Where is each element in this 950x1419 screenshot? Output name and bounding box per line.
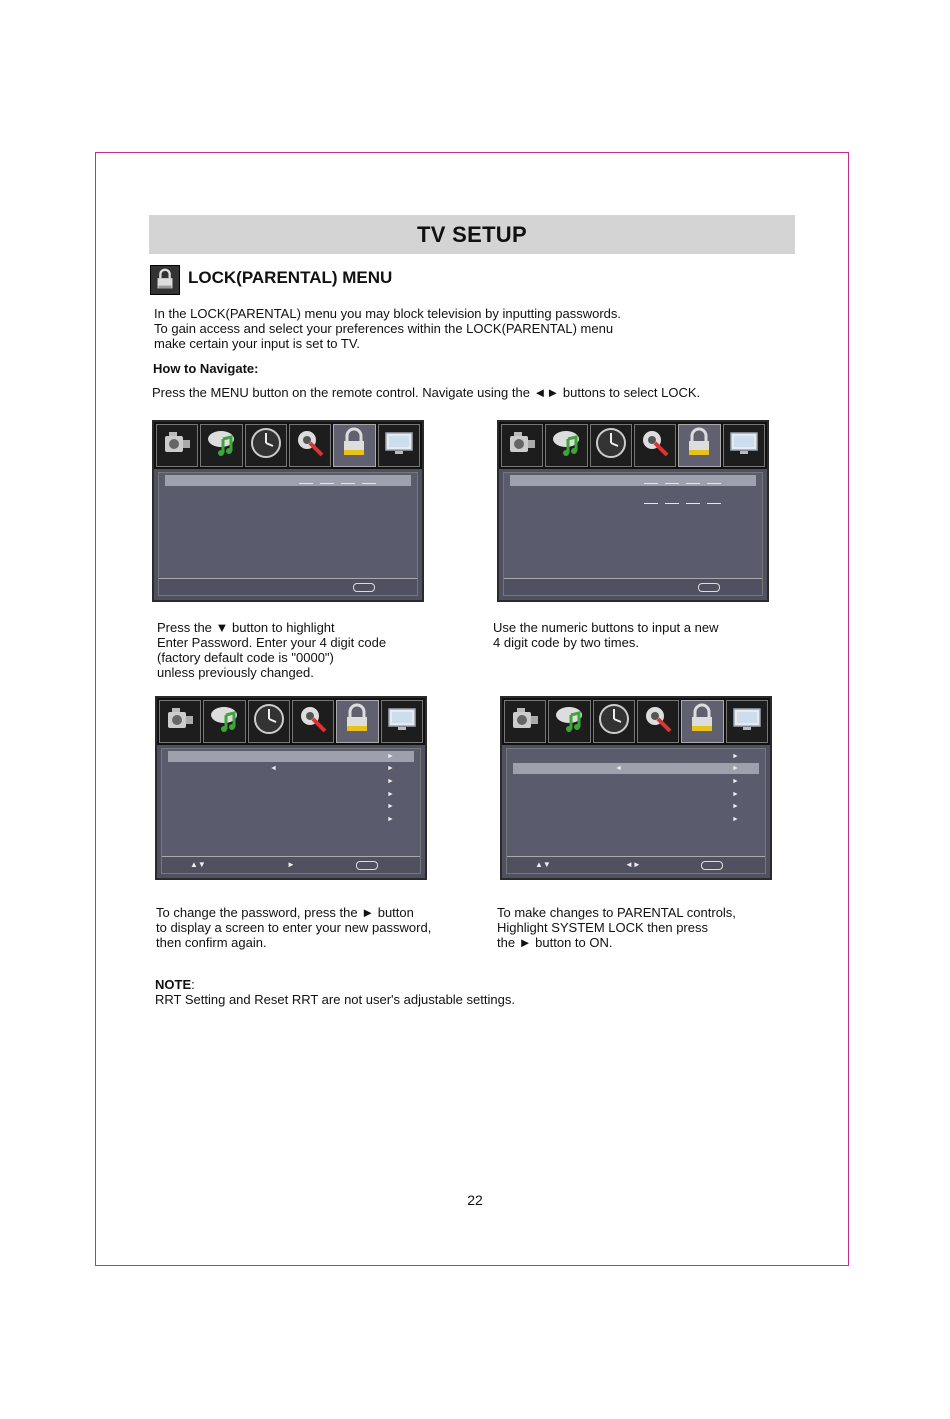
picture-camera-icon — [162, 701, 198, 742]
exit-key-icon — [356, 861, 378, 870]
menu-footer — [162, 856, 420, 873]
row-arrow-right: ► — [732, 753, 739, 760]
menu-tab-channel-monitor — [381, 700, 423, 743]
menu-tab-sound-music — [203, 700, 245, 743]
highlight-row — [168, 751, 414, 762]
sound-music-icon — [551, 701, 587, 742]
caption-1-line-3: (factory default code is "0000") — [157, 650, 334, 665]
caption-3-line-3: then confirm again. — [156, 935, 267, 950]
lock-icon — [336, 425, 372, 466]
tv-menu-screen-3 — [155, 696, 427, 880]
intro-line-2: To gain access and select your preferences within the LOCK(PARENTAL) menu — [154, 321, 614, 336]
time-clock-icon — [251, 701, 287, 742]
setup-tools-icon — [292, 425, 328, 466]
channel-monitor-icon — [729, 701, 765, 742]
menu-tab-channel-monitor — [726, 700, 768, 743]
menu-body — [506, 748, 766, 874]
password-digit — [644, 483, 658, 484]
row-arrow-right: ► — [387, 765, 394, 772]
menu-tab-sound-music — [200, 424, 242, 467]
lock-icon — [681, 425, 717, 466]
setup-tools-icon — [637, 425, 673, 466]
password-digit — [707, 503, 721, 504]
password-digit — [341, 483, 355, 484]
menu-tab-setup-tools — [292, 700, 334, 743]
section-heading: LOCK(PARENTAL) MENU — [188, 268, 393, 287]
menu-tab-time-clock — [248, 700, 290, 743]
menu-tab-picture-camera — [159, 700, 201, 743]
caption-4-line-2: Highlight SYSTEM LOCK then press — [497, 920, 708, 935]
caption-1-line-4: unless previously changed. — [157, 665, 314, 680]
menu-tab-time-clock — [245, 424, 287, 467]
row-arrow-right: ► — [387, 791, 394, 798]
sound-music-icon — [206, 701, 242, 742]
channel-monitor-icon — [384, 701, 420, 742]
intro-line-3: make certain your input is set to TV. — [154, 336, 360, 351]
caption-2-line-2: 4 digit code by two times. — [493, 635, 639, 650]
navigate-text: Press the MENU button on the remote control. Navigate using the ◄► buttons to select LOCK. — [152, 385, 701, 400]
caption-3-line-2: to display a screen to enter your new password, — [156, 920, 432, 935]
lock-icon — [339, 701, 375, 742]
menu-tab-sound-music — [545, 424, 587, 467]
menu-tab-picture-camera — [156, 424, 198, 467]
exit-key-icon — [698, 583, 720, 592]
sound-music-icon — [548, 425, 584, 466]
time-clock-icon — [596, 701, 632, 742]
row-arrow-right: ► — [387, 753, 394, 760]
row-arrow-right: ► — [732, 778, 739, 785]
tv-menu-screen-1 — [152, 420, 424, 602]
setup-tools-icon — [640, 701, 676, 742]
lock-icon — [684, 701, 720, 742]
tv-menu-screen-4 — [500, 696, 772, 880]
tv-menu-screen-2 — [497, 420, 769, 602]
menu-body — [503, 472, 763, 596]
menu-tab-setup-tools — [634, 424, 676, 467]
row-arrow-right: ► — [387, 778, 394, 785]
menu-tab-lock — [333, 424, 375, 467]
menu-tab-sound-music — [548, 700, 590, 743]
password-digit — [299, 483, 313, 484]
left-right-key-icon: ◄► — [625, 860, 641, 869]
menu-icon-bar — [157, 698, 425, 745]
highlight-row — [513, 763, 759, 774]
menu-footer — [507, 856, 765, 873]
menu-body — [161, 748, 421, 874]
row-arrow-left: ◄ — [270, 765, 277, 772]
menu-tab-time-clock — [593, 700, 635, 743]
time-clock-icon — [593, 425, 629, 466]
lock-icon — [150, 265, 180, 295]
exit-key-icon — [701, 861, 723, 870]
menu-tab-lock — [681, 700, 723, 743]
caption-2-line-1: Use the numeric buttons to input a new — [493, 620, 719, 635]
password-digit — [707, 483, 721, 484]
row-arrow-right: ► — [387, 803, 394, 810]
menu-icon-bar — [154, 422, 422, 469]
channel-monitor-icon — [726, 425, 762, 466]
caption-4-line-1: To make changes to PARENTAL controls, — [497, 905, 736, 920]
caption-1-line-1: Press the ▼ button to highlight — [157, 620, 335, 635]
title-bar — [149, 215, 795, 254]
note-heading: NOTE: — [155, 977, 195, 992]
caption-3-line-1: To change the password, press the ► button — [156, 905, 414, 920]
menu-tab-lock — [678, 424, 720, 467]
menu-icon-bar — [502, 698, 770, 745]
page-number: 22 — [467, 1192, 483, 1208]
picture-camera-icon — [159, 425, 195, 466]
menu-tab-picture-camera — [501, 424, 543, 467]
menu-tab-channel-monitor — [723, 424, 765, 467]
row-arrow-right: ► — [732, 791, 739, 798]
highlight-row — [510, 475, 756, 486]
exit-key-icon — [353, 583, 375, 592]
page-title: TV SETUP — [417, 221, 527, 247]
caption-1-line-2: Enter Password. Enter your 4 digit code — [157, 635, 387, 650]
password-digit — [644, 503, 658, 504]
password-digit — [686, 483, 700, 484]
up-down-key-icon: ▲▼ — [535, 860, 551, 869]
menu-tab-setup-tools — [637, 700, 679, 743]
sound-music-icon — [203, 425, 239, 466]
menu-tab-lock — [336, 700, 378, 743]
menu-icon-bar — [499, 422, 767, 469]
menu-tab-time-clock — [590, 424, 632, 467]
menu-tab-picture-camera — [504, 700, 546, 743]
navigate-heading: How to Navigate: — [153, 361, 259, 376]
setup-tools-icon — [295, 701, 331, 742]
password-digit — [665, 503, 679, 504]
intro-line-1: In the LOCK(PARENTAL) menu you may block television by inputting passwords. — [154, 306, 622, 321]
password-digit — [686, 503, 700, 504]
password-digit — [362, 483, 376, 484]
caption-4-line-3: the ► button to ON. — [497, 935, 613, 950]
picture-camera-icon — [504, 425, 540, 466]
row-arrow-right: ► — [732, 765, 739, 772]
right-key-icon: ► — [287, 860, 295, 869]
menu-tab-channel-monitor — [378, 424, 420, 467]
channel-monitor-icon — [381, 425, 417, 466]
row-arrow-right: ► — [732, 803, 739, 810]
menu-footer — [159, 578, 417, 595]
time-clock-icon — [248, 425, 284, 466]
picture-camera-icon — [507, 701, 543, 742]
password-digit — [665, 483, 679, 484]
up-down-key-icon: ▲▼ — [190, 860, 206, 869]
menu-footer — [504, 578, 762, 595]
row-arrow-right: ► — [387, 816, 394, 823]
password-digit — [320, 483, 334, 484]
row-arrow-right: ► — [732, 816, 739, 823]
note-text: RRT Setting and Reset RRT are not user's adjustable settings. — [155, 992, 515, 1007]
note-label: NOTE — [155, 977, 192, 992]
menu-body — [158, 472, 418, 596]
row-arrow-left: ◄ — [615, 765, 622, 772]
highlight-row — [165, 475, 411, 486]
menu-tab-setup-tools — [289, 424, 331, 467]
